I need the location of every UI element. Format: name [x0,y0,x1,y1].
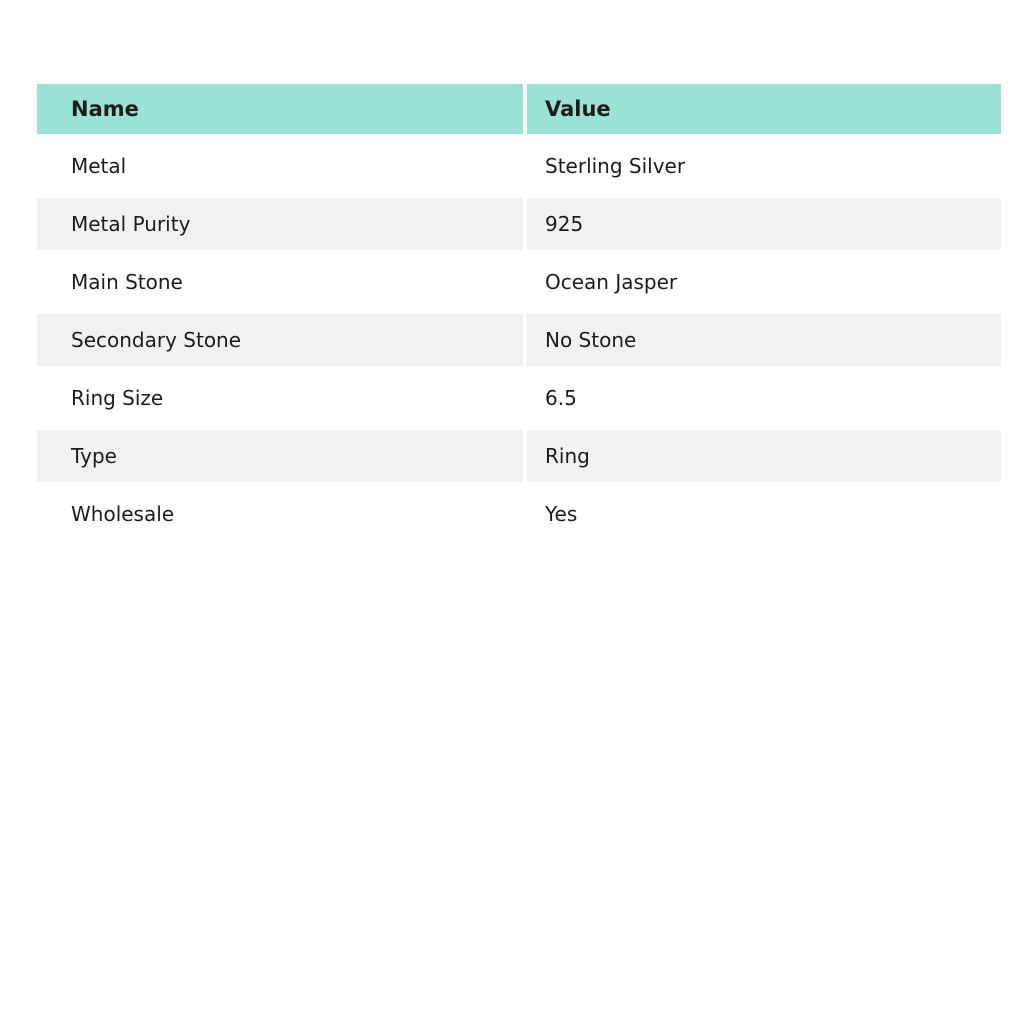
attribute-value-cell: Ocean Jasper [527,256,1001,308]
attribute-name-cell: Metal Purity [37,198,523,250]
attribute-name-cell: Ring Size [37,372,523,424]
attribute-name-cell: Wholesale [37,488,523,540]
attribute-name-cell: Metal [37,140,523,192]
attribute-name-cell: Main Stone [37,256,523,308]
attribute-value-cell: Ring [527,430,1001,482]
attribute-value-cell: 925 [527,198,1001,250]
attribute-name-cell: Type [37,430,523,482]
attributes-table [37,84,1001,540]
attribute-value-cell: Sterling Silver [527,140,1001,192]
attribute-value-cell: No Stone [527,314,1001,366]
attribute-name-cell: Secondary Stone [37,314,523,366]
column-header-value: Value [527,84,1001,134]
attribute-value-cell: 6.5 [527,372,1001,424]
attribute-value-cell: Yes [527,488,1001,540]
column-header-name: Name [37,84,523,134]
